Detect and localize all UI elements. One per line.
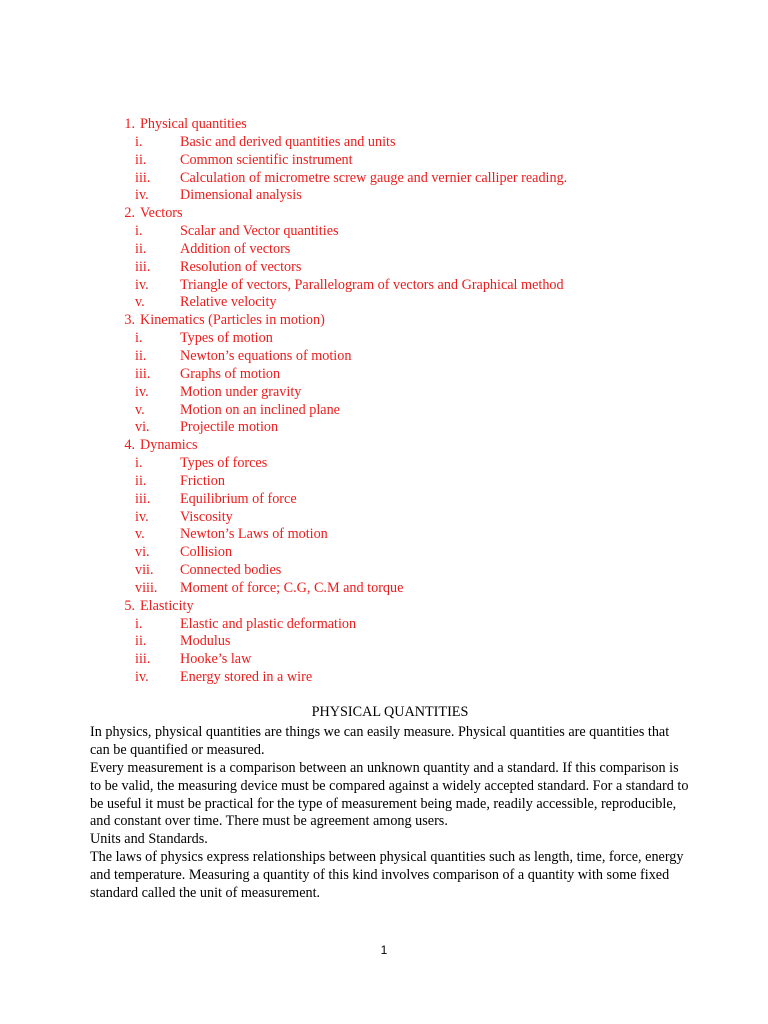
subtopic-item xyxy=(90,152,730,170)
topic-number: 5. xyxy=(124,597,135,614)
subtopic-text: Addition of vectors xyxy=(180,240,291,257)
topic-title: Physical quantities xyxy=(140,116,247,132)
topic-number: 3. xyxy=(124,312,135,329)
subtopic-item xyxy=(90,580,730,598)
subtopic-number: vii. xyxy=(135,562,154,579)
subtopic-item xyxy=(90,526,730,544)
subtopic-text: Newton’s equations of motion xyxy=(180,347,352,364)
topic-outline xyxy=(90,116,730,687)
subtopic-item xyxy=(90,330,730,348)
subtopic-number: iv. xyxy=(135,276,149,293)
topic-number: 1. xyxy=(124,116,135,132)
subtopic-number: iv. xyxy=(135,669,149,686)
subtopic-text: Resolution of vectors xyxy=(180,258,302,275)
subtopic-item xyxy=(90,348,730,366)
subtopic-item xyxy=(90,473,730,491)
subtopic-text: Projectile motion xyxy=(180,419,279,436)
subtopic-number: iii. xyxy=(135,490,151,507)
subtopic-number: ii. xyxy=(135,347,147,364)
subtopic-text: Elastic and plastic deformation xyxy=(180,615,357,632)
subtopic-number: iv. xyxy=(135,383,149,400)
subtopic-item xyxy=(90,616,730,634)
subtopic-number: i. xyxy=(135,330,143,347)
outline-topic xyxy=(90,116,730,205)
subtopic-text: Dimensional analysis xyxy=(180,187,302,204)
subtopic-number: ii. xyxy=(135,151,147,168)
subtopic-number: v. xyxy=(135,526,145,543)
subtopic-item xyxy=(90,170,730,188)
subtopic-number: iii. xyxy=(135,258,151,275)
subtopic-item xyxy=(90,134,730,152)
subtopic-number: vi. xyxy=(135,419,150,436)
subtopic-number: i. xyxy=(135,133,143,150)
paragraph: The laws of physics express relationships between physical quantities such as length, time, force, energy and temperature. Measuring a quantity of this kind involves comparison of a quantity with some fixed standard called the unit of measurement. xyxy=(90,849,684,902)
subtopic-item xyxy=(90,223,730,241)
subtopic-text: Calculation of micrometre screw gauge and vernier calliper reading. xyxy=(180,169,568,186)
subtopic-text: Triangle of vectors, Parallelogram of vectors and Graphical method xyxy=(180,276,564,293)
subtopic-number: iv. xyxy=(135,508,149,525)
subtopic-text: Common scientific instrument xyxy=(180,151,353,168)
paragraph: In physics, physical quantities are things we can easily measure. Physical quantities are quantities that can be quantified or measured. xyxy=(90,723,670,758)
subtopic-item xyxy=(90,241,730,259)
physical-quantities-section xyxy=(90,704,690,903)
subtopic-text: Viscosity xyxy=(180,508,233,525)
topic-title: Kinematics (Particles in motion) xyxy=(140,312,325,329)
subtopic-text: Hooke’s law xyxy=(180,651,252,668)
topic-heading xyxy=(90,312,730,330)
subtopic-number: i. xyxy=(135,223,143,240)
subtopic-text: Types of forces xyxy=(180,455,268,472)
paragraph: Every measurement is a comparison between an unknown quantity and a standard. If this comparison is to be valid, the measuring device must be compared against a widely accepted standard. For a standard to be useful it must be practical for the type of measurement being made, readily accessible, reproducible, and constant over time. There must be agreement among users. xyxy=(90,759,689,830)
subtopic-item xyxy=(90,669,730,687)
subtopic-text: Motion under gravity xyxy=(180,383,302,400)
subtopic-number: v. xyxy=(135,294,145,311)
subtopic-text: Graphs of motion xyxy=(180,365,281,382)
topic-heading xyxy=(90,205,730,223)
subtopic-number: i. xyxy=(135,455,143,472)
subtopic-item xyxy=(90,544,730,562)
subtopic-number: ii. xyxy=(135,240,147,257)
subtopic-text: Motion on an inclined plane xyxy=(180,401,340,418)
subtopic-text: Types of motion xyxy=(180,330,273,347)
subtopic-text: Scalar and Vector quantities xyxy=(180,223,339,240)
subtopic-text: Moment of force; C.G, C.M and torque xyxy=(180,579,404,596)
subtopic-item xyxy=(90,384,730,402)
subtopic-item xyxy=(90,277,730,295)
outline-topic xyxy=(90,598,730,687)
subtopic-text: Modulus xyxy=(180,633,231,650)
subtopic-number: vi. xyxy=(135,544,150,561)
subtopic-text: Equilibrium of force xyxy=(180,490,297,507)
outline-topic xyxy=(90,437,730,598)
outline-topic xyxy=(90,205,730,312)
subtopic-number: iii. xyxy=(135,169,151,186)
subtopic-item xyxy=(90,633,730,651)
subtopic-text: Basic and derived quantities and units xyxy=(180,133,396,150)
subtopic-text: Newton’s Laws of motion xyxy=(180,526,328,543)
subtopic-text: Friction xyxy=(180,472,225,489)
subtopic-item xyxy=(90,402,730,420)
subtopic-item xyxy=(90,294,730,312)
subtopic-number: ii. xyxy=(135,633,147,650)
subtopic-item xyxy=(90,562,730,580)
subtopic-item xyxy=(90,455,730,473)
topic-title: Elasticity xyxy=(140,597,194,614)
subtopic-item xyxy=(90,491,730,509)
topic-number: 4. xyxy=(124,437,135,454)
subtopic-number: iii. xyxy=(135,365,151,382)
subtopic-number: ii. xyxy=(135,472,147,489)
subtopic-item xyxy=(90,651,730,669)
topic-heading xyxy=(90,598,730,616)
section-heading: PHYSICAL QUANTITIES xyxy=(311,704,469,720)
outline-topic xyxy=(90,312,730,437)
subtopic-number: iii. xyxy=(135,651,151,668)
topic-heading xyxy=(90,116,730,134)
subtopic-text: Connected bodies xyxy=(180,562,282,579)
subtopic-item xyxy=(90,366,730,384)
subtopic-text: Collision xyxy=(180,544,233,561)
subtopic-number: i. xyxy=(135,615,143,632)
topic-heading xyxy=(90,437,730,455)
subtopic-number: iv. xyxy=(135,187,149,204)
subtopic-number: viii. xyxy=(135,579,158,596)
subtopic-item xyxy=(90,259,730,277)
topic-title: Dynamics xyxy=(140,437,198,454)
subtopic-item xyxy=(90,509,730,527)
topic-number: 2. xyxy=(124,205,135,222)
subtopic-number: v. xyxy=(135,401,145,418)
subtopic-text: Energy stored in a wire xyxy=(180,669,313,686)
subtopic-text: Relative velocity xyxy=(180,294,277,311)
topic-title: Vectors xyxy=(140,205,183,222)
paragraph: Units and Standards. xyxy=(90,831,208,848)
page-number: 1 xyxy=(380,943,388,957)
subtopic-item xyxy=(90,419,730,437)
subtopic-item xyxy=(90,187,730,205)
